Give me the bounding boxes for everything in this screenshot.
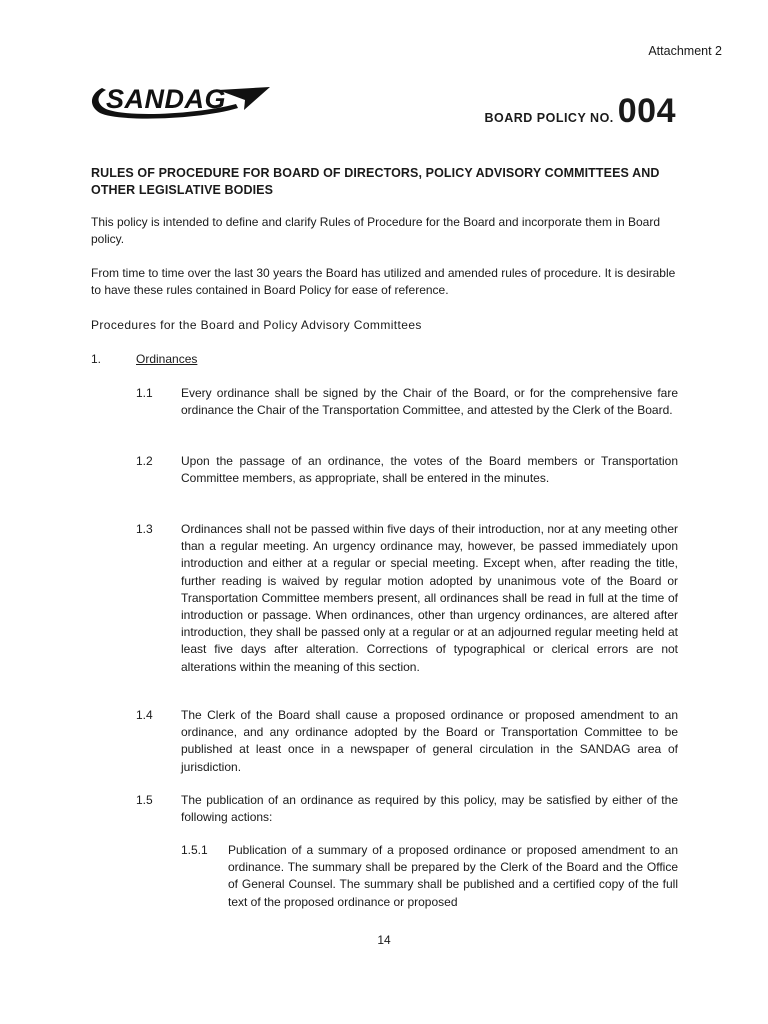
item-number-1-5: 1.5 (136, 793, 153, 807)
svg-text:SANDAG: SANDAG (106, 84, 227, 114)
item-text-1-4: The Clerk of the Board shall cause a proposed ordinance or proposed amendment to an ordinance, and any ordinance adopted by the Board or Transportation Committee to be published at least once in a newspaper of general circulation in the SANDAG area of jurisdiction. (181, 708, 678, 774)
subitem-number-1-5-1: 1.5.1 (181, 843, 208, 857)
item-number-1-2: 1.2 (136, 454, 153, 468)
page-number: 14 (377, 933, 391, 947)
section-title: Ordinances (136, 352, 198, 366)
item-number-1-4: 1.4 (136, 708, 153, 722)
intro-paragraph-2: From time to time over the last 30 years the Board has utilized and amended rules of procedure. It is desirable to have these rules contained in Board Policy for ease of reference. (91, 266, 676, 297)
policy-label: BOARD POLICY NO. (484, 111, 614, 125)
item-text-1-5: The publication of an ordinance as required by this policy, may be satisfied by either of the following actions: (181, 793, 678, 825)
document-title: RULES OF PROCEDURE FOR BOARD OF DIRECTORS, POLICY ADVISORY COMMITTEES AND OTHER LEGISLATIVE BODIES (91, 166, 660, 197)
policy-number: 004 (617, 92, 676, 130)
item-number-1-1: 1.1 (136, 386, 153, 400)
attachment-label: Attachment 2 (648, 44, 722, 58)
item-text-1-1: Every ordinance shall be signed by the Chair of the Board, or for the comprehensive fare ordinance the Chair of the Transportation Committee, and attested by the Clerk of the Board. (181, 386, 678, 418)
subitem-text-1-5-1: Publication of a summary of a proposed ordinance or proposed amendment to an ordinance. The summary shall be prepared by the Clerk of the Board and the Office of General Counsel. The summary shall be published and a certified copy of the full text of the proposed ordinance or proposed (228, 843, 678, 909)
item-text-1-2: Upon the passage of an ordinance, the votes of the Board members or Transportation Committee members, as appropriate, shall be entered in the minutes. (181, 454, 678, 486)
item-text-1-3: Ordinances shall not be passed within five days of their introduction, nor at any meeting other than a regular meeting. An urgency ordinance may, however, be passed immediately upon introduction and either at a regular or special meeting. Except when, after reading the title, further reading is waived by regular motion adopted by unanimous vote of the Board or Transportation Committee members present, all ordinances shall be read in full at the time of introduction or passage. When ordinances, other than urgency ordinances, are altered after introduction, they shall be passed only at a regular or at an adjourned regular meeting held at least five days after alteration. Corrections of typographical or clerical errors are not alterations within the meaning of this section. (181, 522, 678, 674)
intro-paragraph-1: This policy is intended to define and clarify Rules of Procedure for the Board and incorporate them in Board policy. (91, 215, 660, 246)
board-policy-number (484, 94, 676, 128)
section-number: 1. (91, 352, 102, 366)
item-number-1-3: 1.3 (136, 522, 153, 536)
sandag-logo (88, 78, 274, 124)
procedures-heading: Procedures for the Board and Policy Advisory Committees (91, 318, 422, 332)
